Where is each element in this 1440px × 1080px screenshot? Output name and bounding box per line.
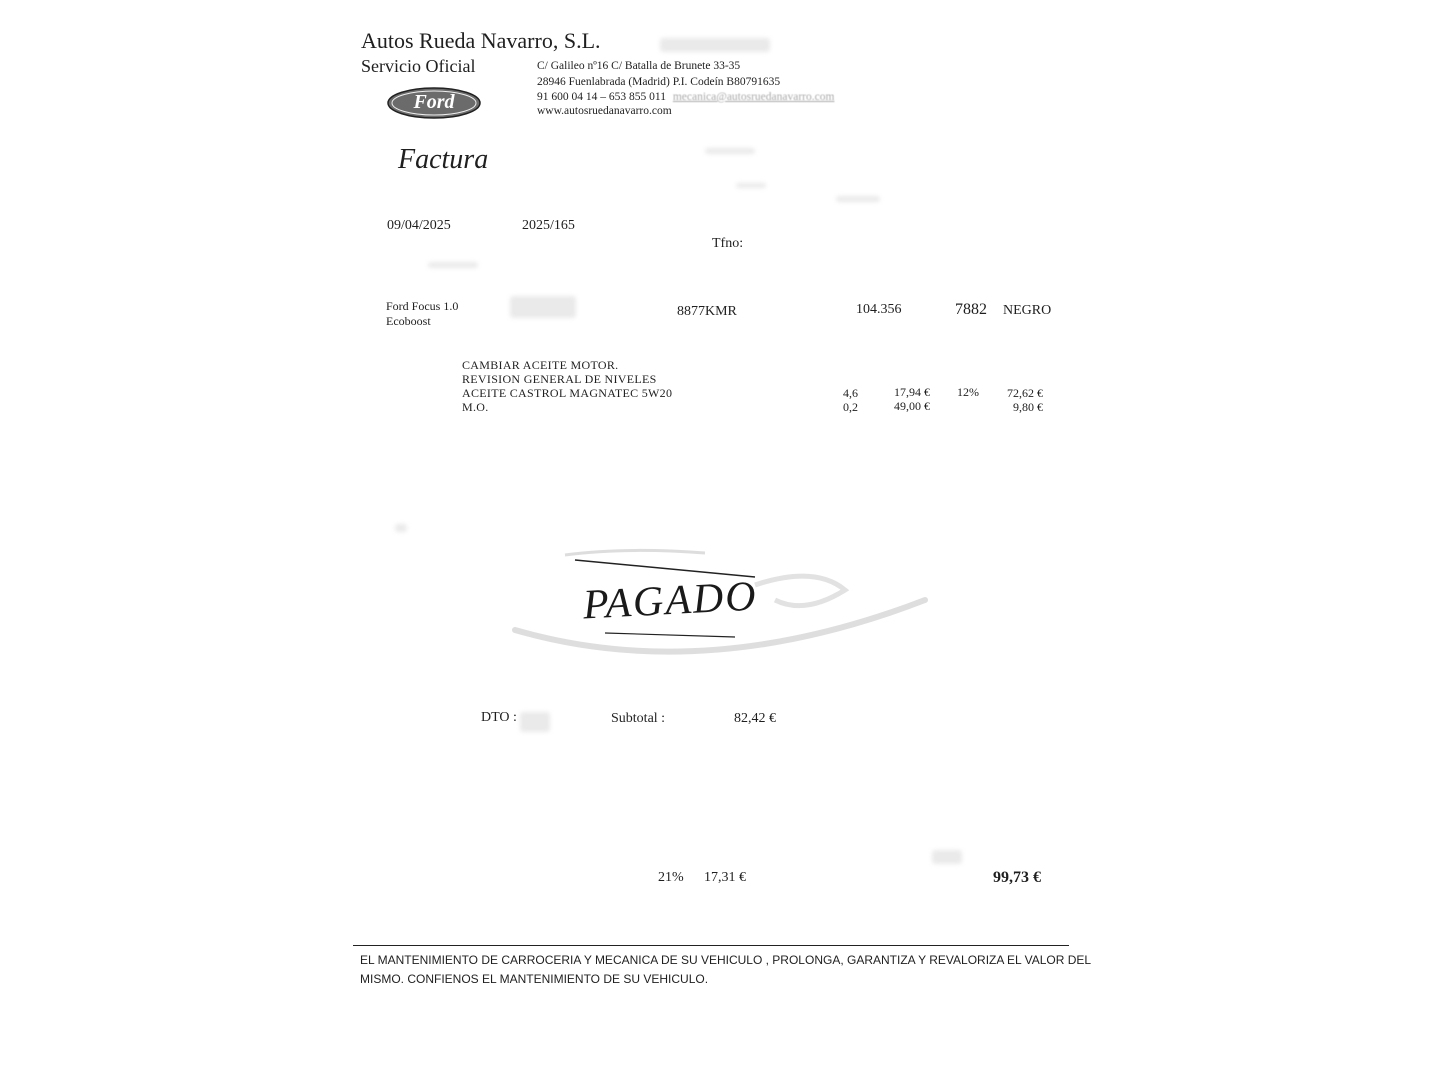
- vehicle-model-line-1: Ford Focus 1.0: [386, 299, 459, 313]
- vehicle-plate: 8877KMR: [677, 304, 737, 319]
- email-link[interactable]: mecanica@autosruedanavarro.com: [672, 91, 835, 103]
- vehicle-code: 7882: [955, 301, 987, 318]
- vat-rate: 21%: [658, 870, 684, 885]
- ford-logo: [386, 86, 482, 120]
- redaction-mark: [395, 524, 407, 532]
- vehicle-color: NEGRO: [1003, 303, 1052, 318]
- vat-amount: 17,31 €: [704, 870, 746, 885]
- footer-line-1: EL MANTENIMIENTO DE CARROCERIA Y MECANICA DE SU VEHICULO , PROLONGA, GARANTIZA Y REVALORIZA EL VALOR DEL: [360, 953, 1092, 967]
- item-description: ACEITE CASTROL MAGNATEC 5W20: [462, 386, 673, 400]
- phone-line: [537, 91, 834, 103]
- phone-label: Tfno:: [712, 236, 744, 251]
- item-quantity: 0,2: [843, 400, 858, 414]
- company-subtitle: Servicio Oficial: [361, 56, 476, 76]
- item-discount: 12%: [957, 385, 979, 399]
- vehicle-km: 104.356: [856, 302, 902, 317]
- item-total: 72,62 €: [1007, 386, 1043, 400]
- item-description: CAMBIAR ACEITE MOTOR.: [462, 358, 619, 372]
- item-price: 17,94 €: [894, 385, 930, 399]
- redaction-mark: [660, 38, 770, 52]
- redaction-mark: [705, 148, 755, 154]
- website[interactable]: www.autosruedanavarro.com: [537, 105, 672, 117]
- phone-numbers: 91 600 04 14 – 653 855 011: [537, 91, 666, 103]
- address-line-2: 28946 Fuenlabrada (Madrid) P.I. Codeín B80791635: [537, 76, 781, 88]
- redaction-mark: [836, 196, 880, 202]
- footer-line-2: MISMO. CONFIENOS EL MANTENIMIENTO DE SU VEHICULO.: [360, 972, 709, 986]
- item-description: REVISION GENERAL DE NIVELES: [462, 372, 657, 386]
- company-name: Autos Rueda Navarro, S.L.: [361, 28, 601, 53]
- ford-logo-text: Ford: [413, 91, 455, 113]
- redaction-mark: [520, 712, 550, 732]
- item-price: 49,00 €: [894, 399, 930, 413]
- item-description: M.O.: [462, 400, 489, 414]
- item-quantity: 4,6: [843, 386, 858, 400]
- paid-stamp: [505, 545, 935, 670]
- subtotal-label: Subtotal :: [611, 711, 666, 726]
- redaction-mark: [736, 183, 766, 188]
- redaction-mark: [510, 296, 576, 318]
- invoice-number: 2025/165: [522, 218, 575, 233]
- footer-divider: [353, 945, 1069, 946]
- invoice-title: Factura: [398, 144, 489, 175]
- grand-total: 99,73 €: [993, 869, 1041, 886]
- paid-stamp-text: PAGADO: [581, 573, 759, 629]
- invoice-date: 09/04/2025: [387, 218, 451, 233]
- vehicle-model-line-2: Ecoboost: [386, 314, 431, 328]
- discount-label: DTO :: [481, 710, 517, 725]
- item-total: 9,80 €: [1013, 400, 1043, 414]
- address-line-1: C/ Galileo nº16 C/ Batalla de Brunete 33-35: [537, 60, 741, 72]
- redaction-mark: [428, 262, 478, 268]
- subtotal-value: 82,42 €: [734, 711, 776, 726]
- redaction-mark: [932, 850, 962, 864]
